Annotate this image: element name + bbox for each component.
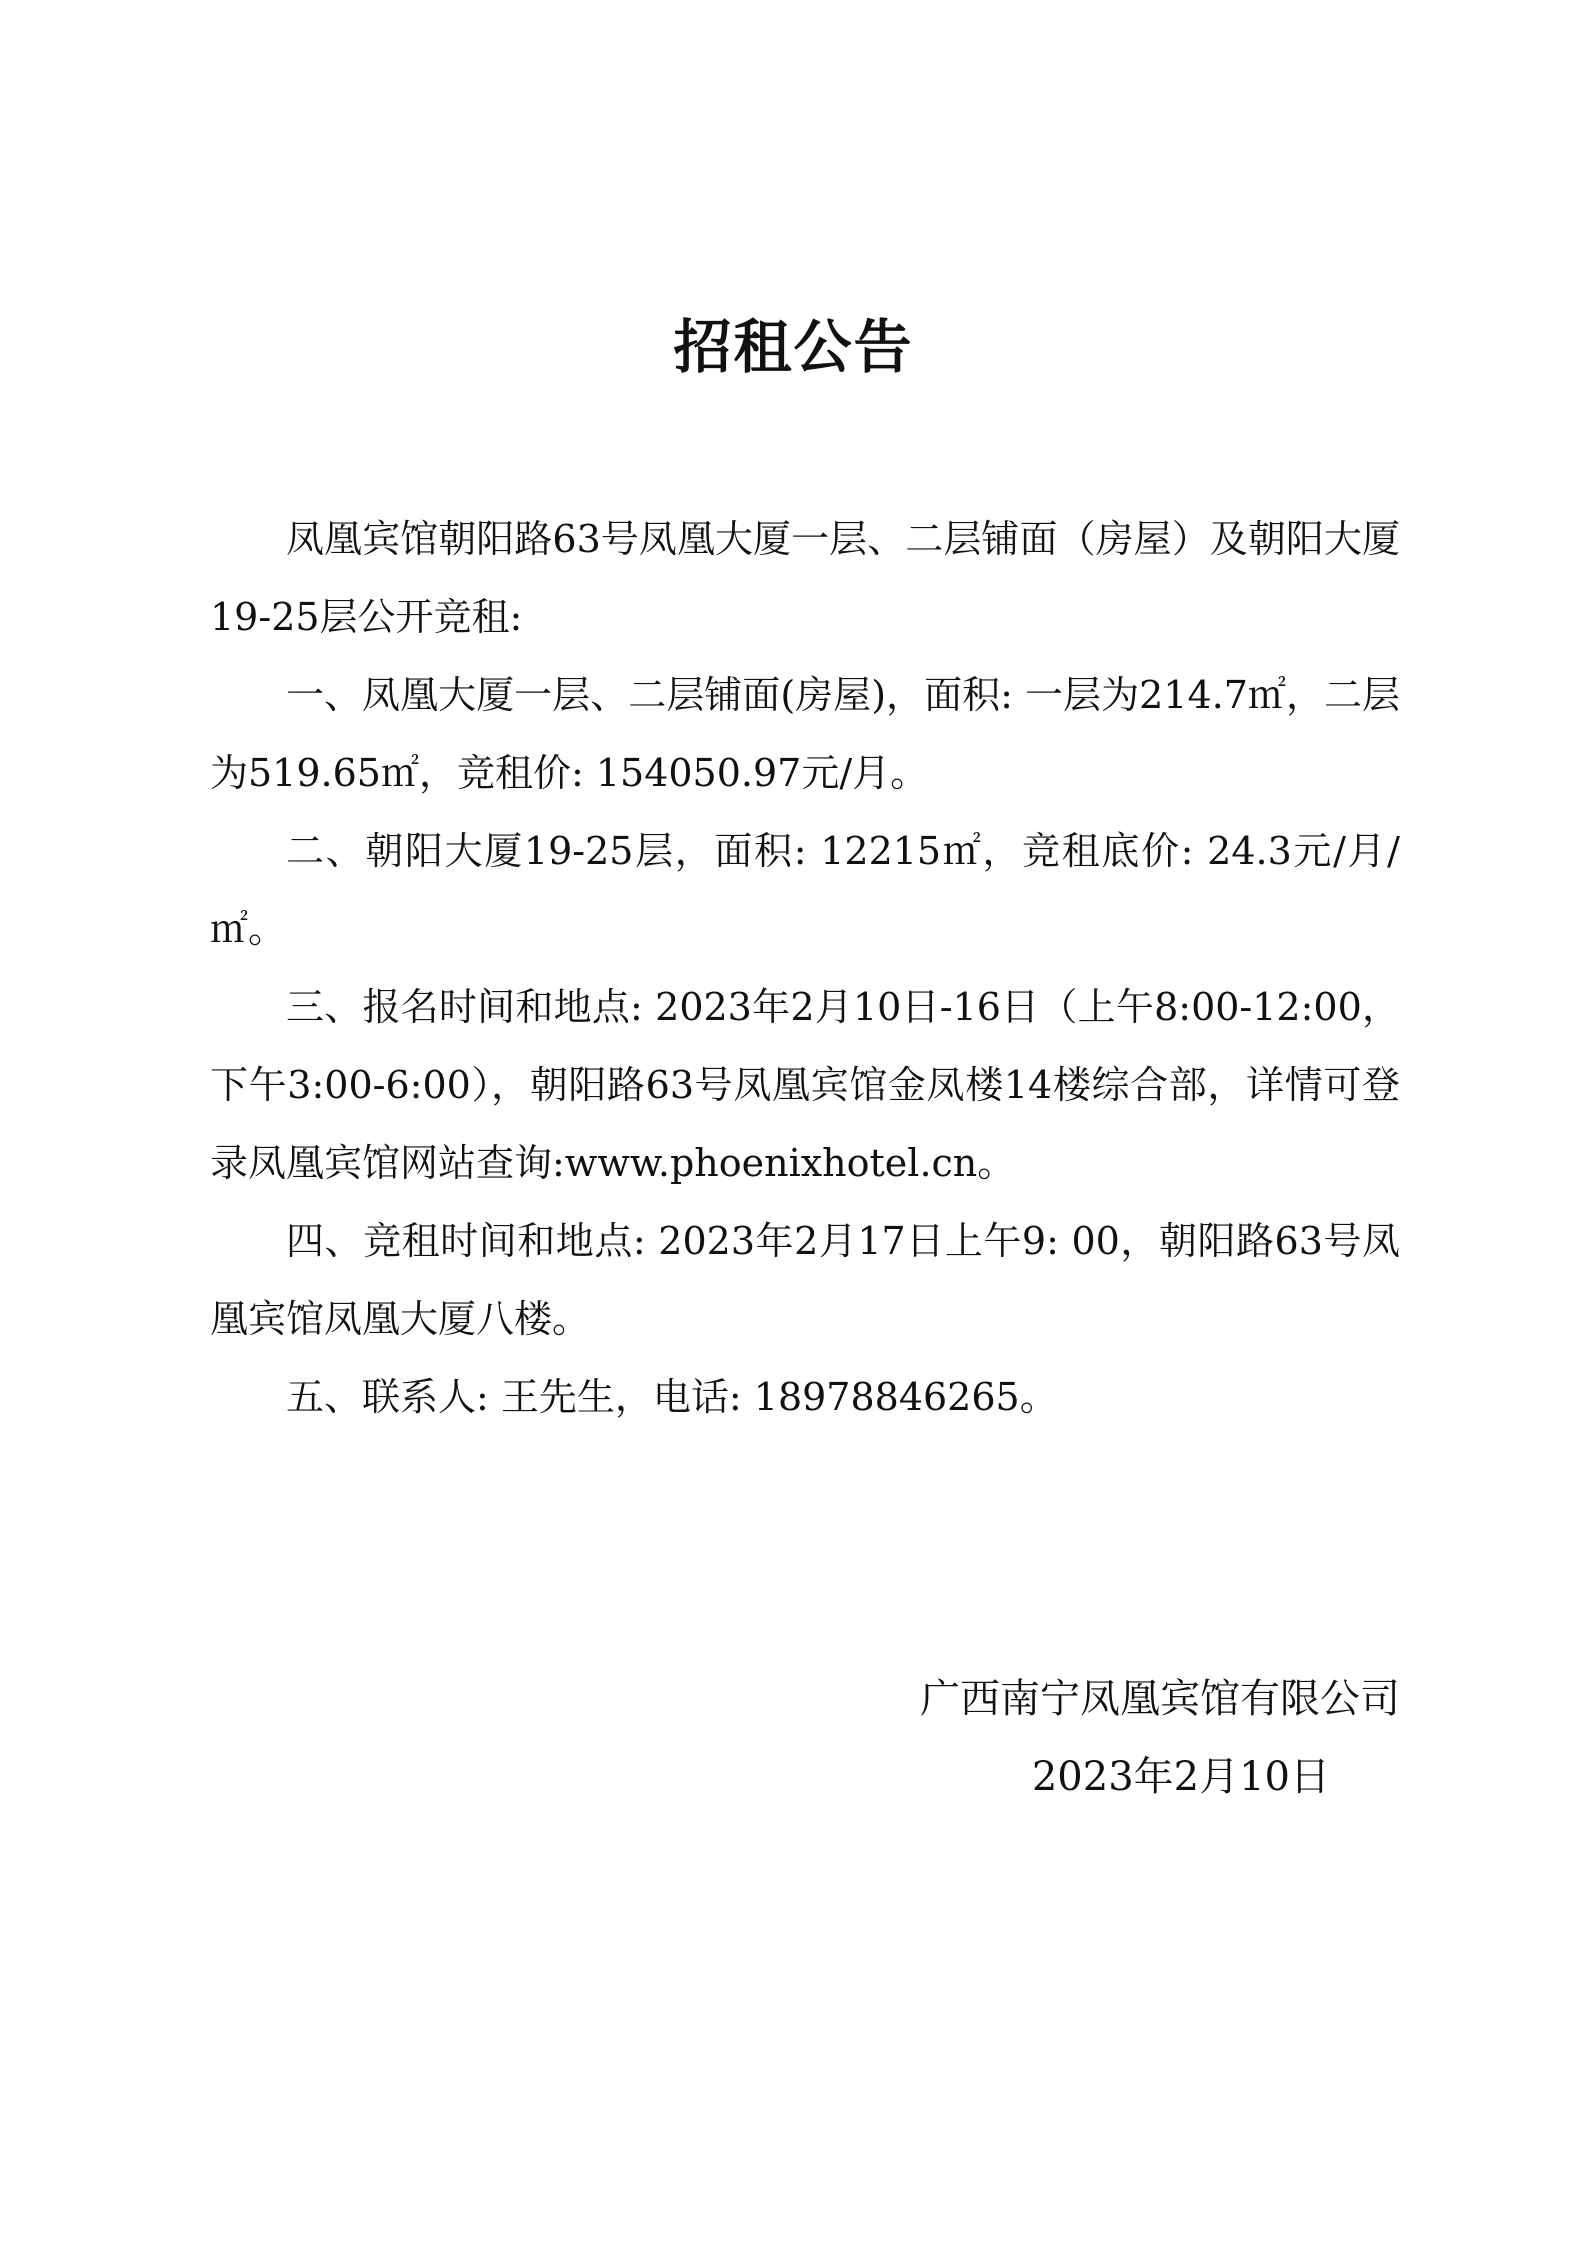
- document-body: [210, 500, 1400, 1436]
- page-title: 招租公告: [673, 313, 914, 381]
- item-2-paragraph: 二、朝阳大厦19-25层，面积: 12215㎡，竞租底价: 24.3元/月/㎡。: [210, 829, 1400, 951]
- signature-date: 2023年2月10日: [1031, 1754, 1330, 1800]
- item-5-paragraph: 五、联系人: 王先生，电话: 18978846265。: [286, 1375, 1058, 1419]
- item-4-paragraph: 四、竞租时间和地点: 2023年2月17日上午9: 00，朝阳路63号凤凰宾馆凤凰大厦八楼。: [210, 1219, 1400, 1341]
- signature-company: 广西南宁凤凰宾馆有限公司: [920, 1676, 1400, 1722]
- signature-block: [0, 1660, 1400, 1816]
- item-3-paragraph: 三、报名时间和地点: 2023年2月10日-16日（上午8:00-12:00，下午3:00-6:00），朝阳路63号凤凰宾馆金凤楼14楼综合部，详情可登录凤凰宾馆网站查询:www.phoenixhotel.cn。: [210, 985, 1400, 1185]
- intro-paragraph: 凤凰宾馆朝阳路63号凤凰大厦一层、二层铺面（房屋）及朝阳大厦19-25层公开竞租:: [210, 517, 1400, 639]
- item-1-paragraph: 一、凤凰大厦一层、二层铺面(房屋)，面积: 一层为214.7㎡，二层为519.65㎡，竞租价: 154050.97元/月。: [210, 673, 1400, 795]
